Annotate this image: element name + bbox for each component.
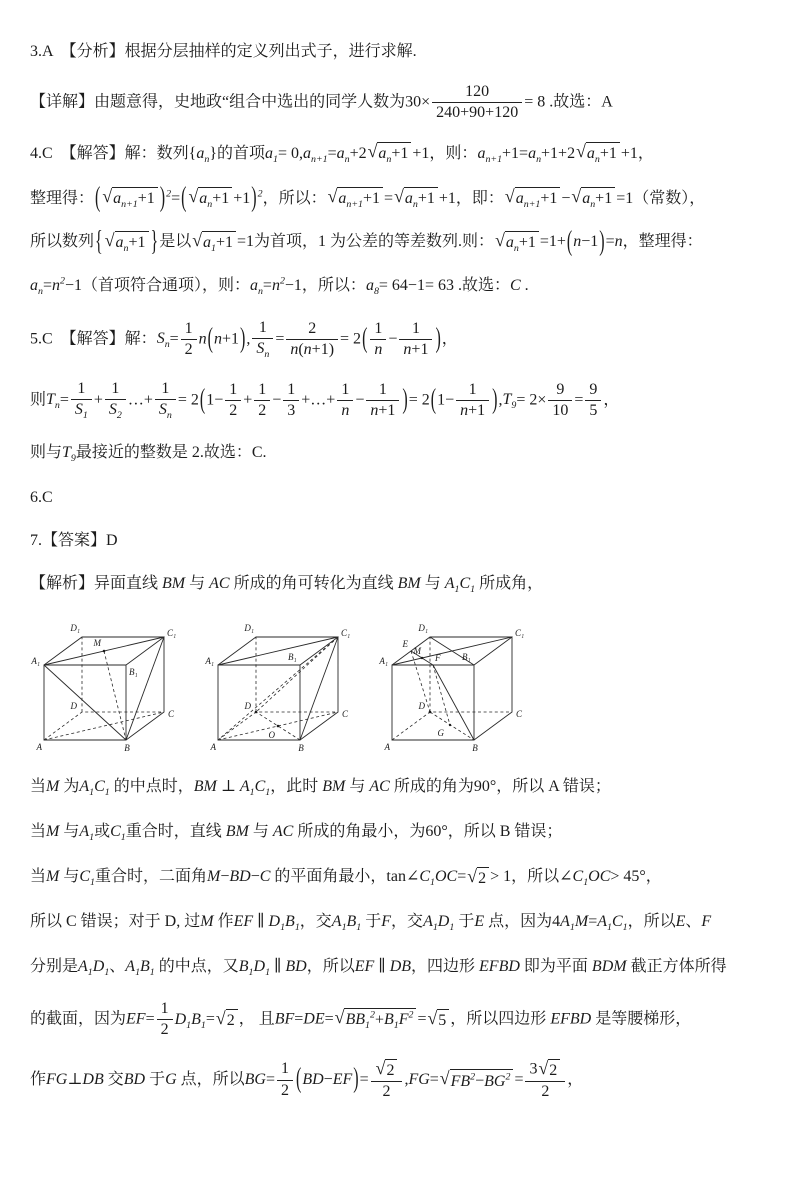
vertex-label: B₁ <box>288 651 297 662</box>
cube-1-edges <box>44 637 164 740</box>
cube-figure-2 <box>204 617 364 755</box>
text-line: 则$T_n=$ $\frac{1}{S_1}$ + $\frac{1}{S_2}$ …+ $\frac{1}{S_n}$ = 2(1− $\frac{1}{2}$ + $\frac{1}{2}$ − $\frac{1}{3}$ +…+ $\frac{1}{n}$ − $\frac{1}{n+1}$ )= 2(1− $\frac{1}{n+1}$ )$,T_9= 2\times$ $\frac{9}{10}$ = $\frac{9}{5}$ ， <box>30 379 620 422</box>
text-line: 当M 为$A_1C_1$ 的中点时，BM ⊥ $A_1C_1$，此时 BM 与 AC 所成的角为90°，所以 A 错误； <box>30 777 611 798</box>
vertex-label: B₁ <box>129 666 138 677</box>
text-line: 则与$T_9$最接近的整数是 2.故选：C. <box>30 443 267 464</box>
vertex-label: B₁ <box>462 651 471 662</box>
vertex-label: A <box>210 741 216 752</box>
cube-figure-1 <box>30 617 190 755</box>
text-line: 【详解】由题意得，史地政“组合中选出的同学人数为30× $\frac{120}{240+90+120}$ = 8 .故选：A <box>30 83 613 122</box>
text-line: 当M 与$C_1$重合时，二面角M−BD−C 的平面角最小，$\tan\angle C_1OC=$ √ 2 > 1，所以$\angle C_1OC> 45^\circ$， <box>30 865 662 889</box>
vertex-label: D <box>244 700 251 711</box>
cube-2-edges <box>218 637 338 740</box>
vertex-label: D₁ <box>244 622 254 633</box>
vertex-label: D₁ <box>70 622 80 633</box>
text-line: 所以 C 错误；对于 D, 过M 作EF ∥ $D_1B_1$，交$A_1B_1$ 于F，交$A_1D_1$ 于E 点，因为$4A_1M=A_1C_1$，所以E、F <box>30 912 712 934</box>
text-line: 整理得：( √ $a_{n+1}+1$ )$^2$=( √ $a_n+1$ +1)$^2$，所以： √ $a_{n+1}+1$ = √ $a_n+1$ +1，即： √ $a_{n+1}+1$ − √ $a_n+1$ =1（常数）， <box>30 183 706 214</box>
figure-row <box>30 617 776 755</box>
vertex-label: A₁ <box>31 655 40 666</box>
text-line: 当M 与$A_1$或$C_1$重合时，直线 BM 与 AC 所成的角最小，为60°，所以 B 错误； <box>30 822 563 843</box>
vertex-label: C <box>342 708 349 719</box>
vertex-label: D <box>70 700 77 711</box>
vertex-label: C₁ <box>515 627 525 638</box>
vertex-label: D₁ <box>418 622 428 633</box>
solution-text-block-1 <box>30 40 776 598</box>
text-line: 6.C <box>30 488 53 506</box>
text-line: 分别是$A_1D_1$、$A_1B_1$ 的中点，又$B_1D_1$ ∥ BD，所以EF ∥ DB，四边形 EFBD 即为平面 BDM 截正方体所得 <box>30 958 727 979</box>
vertex-label: A₁ <box>205 655 214 666</box>
vertex-label: O <box>268 729 275 740</box>
vertex-label: D <box>418 700 425 711</box>
text-line: 7.【答案】D <box>30 531 118 549</box>
vertex-label: E <box>402 638 408 649</box>
text-line: 3.A 【分析】根据分层抽样的定义列出式子，进行求解. <box>30 43 417 60</box>
text-line: 的截面，因为EF= $\frac{1}{2}$ $D_1B_1=$ √ 2 ， 且BF=DE= √ $BB_1^2+B_1F^2$ = √ 5 ，所以四边形 EFBD 是等腰梯形， <box>30 1000 692 1039</box>
vertex-label: B <box>472 742 478 753</box>
vertex-label: A <box>36 741 42 752</box>
cube-3-labels <box>378 623 524 753</box>
vertex-label: C <box>168 708 175 719</box>
vertex-label: C₁ <box>167 627 177 638</box>
vertex-label: B <box>124 742 130 753</box>
vertex-label: M <box>413 645 421 656</box>
text-line: 4.C 【解答】解：数列$\{a_n\}$的首项$a_1= 0,a_{n+1}=a_n+2$ √ $a_n+1$ +1，则：$a_{n+1}+1=a_n+1+2$ √ $a_n+1$ +1， <box>30 141 654 166</box>
text-line: 作FG⊥DB 交BD 于G 点，所以BG= $\frac{1}{2}$ (BD−EF)= √ 2 2 ,FG= √ $FB^2-BG^2$ = 3 √ 2 2 ， <box>30 1057 584 1101</box>
vertex-label: B <box>298 742 304 753</box>
vertex-label: A <box>384 741 390 752</box>
vertex-label: G <box>437 727 444 738</box>
vertex-label: C <box>516 708 523 719</box>
solution-text-block-2 <box>30 775 776 1102</box>
vertex-label: F <box>435 652 441 663</box>
cube-figure-3 <box>378 617 538 755</box>
text-line: 所以数列{ √ $a_n+1$ }是以 √ $a_1+1$ =1为首项，1 为公差的等差数列.则： √ $a_n+1$ =1+(n−1)=n，整理得： <box>30 226 703 257</box>
vertex-label: C₁ <box>341 627 351 638</box>
cube-1-labels <box>30 623 176 753</box>
vertex-label: A₁ <box>379 655 388 666</box>
vertex-label: M <box>93 637 101 648</box>
text-line: $a_n=n^2-1$（首项符合通项），则：$a_n=n^2-1$，所以：$a_8= 64-1= 63$ .故选：C . <box>30 275 529 297</box>
text-line: 【解析】异面直线 BM 与 AC 所成的角可转化为直线 BM 与 $A_1C_1$ 所成角， <box>30 574 544 595</box>
cube-2-labels <box>204 623 350 753</box>
cube-3-edges <box>392 637 512 740</box>
text-line: 5.C 【解答】解：$S_n=$ $\frac{1}{2}$ n(n+1), $\frac{1}{S_n}$ = $\frac{2}{n(n+1)}$ = 2( $\frac{1}{n}$ − $\frac{1}{n+1}$ )， <box>30 318 458 361</box>
